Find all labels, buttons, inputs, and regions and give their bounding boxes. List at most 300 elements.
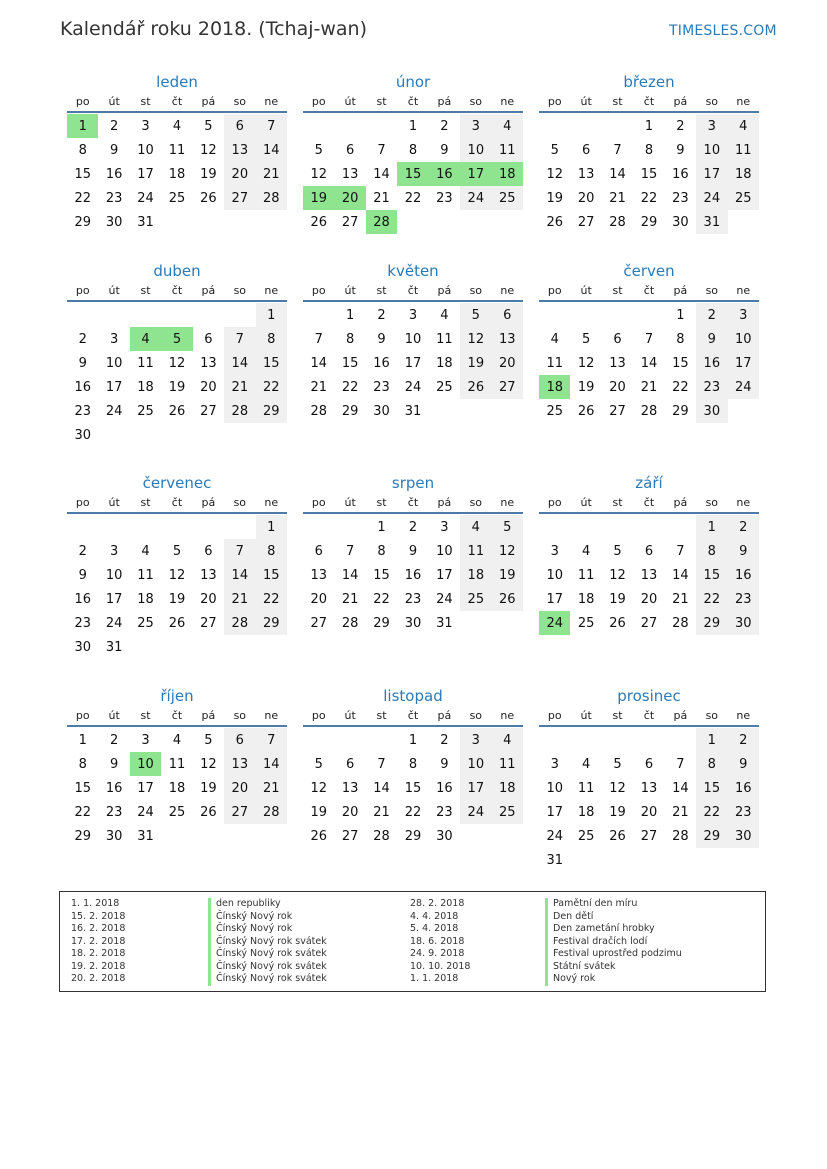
day-cell: 22 [256,587,287,611]
day-cell: 5 [314,756,323,772]
day-cell: 30 [74,427,91,443]
day-cell: 4 [172,118,182,134]
day-cell: 29 [341,403,359,419]
day-cell: 2 [696,303,727,327]
day-cell: 22 [341,379,359,395]
day-cell: 22 [696,587,727,611]
day-cell: 31 [696,210,727,234]
day-cell: 4 [440,307,449,323]
day-cell: 21 [373,804,390,820]
day-cell: 12 [609,780,626,796]
day-cell: 20 [609,379,626,395]
day-cell: 29 [256,611,287,635]
day-cell: 10 [436,543,453,559]
month-name: únor [395,73,431,91]
weekday-label: so [705,496,719,509]
day-cell: 8 [78,756,87,772]
weekday-label: so [233,95,247,108]
day-cell: 12 [577,355,595,371]
empty-cell [539,728,570,752]
day-cell: 17 [105,379,123,395]
day-cell: 12 [546,166,563,182]
day-cell: 5 [204,732,213,748]
weekday-label: so [705,284,719,297]
empty-cell [193,515,224,539]
day-cell: 29 [373,615,390,631]
day-cell: 11 [137,355,154,371]
day-cell: 31 [404,403,422,419]
day-cell: 2 [377,307,386,323]
month-name: duben [153,262,201,280]
empty-cell [633,515,664,539]
day-cell: 30 [672,214,689,230]
day-cell: 24 [105,615,123,631]
day-cell: 1 [256,303,287,327]
day-cell: 17 [137,780,154,796]
day-cell: 31 [137,828,154,844]
empty-cell [633,303,664,327]
month-leden [67,71,287,234]
day-cell: 12 [492,539,523,563]
weekday-header [539,494,759,514]
day-cell: 12 [310,780,327,796]
day-cell: 9 [78,567,87,583]
legend-holiday-name: Čínský Nový rok [208,923,327,936]
weekday-label: čt [407,496,419,509]
day-cell: 27 [492,375,523,399]
weekday-label: ne [264,284,279,297]
day-cell: 5 [204,118,213,134]
weekday-label: st [612,709,623,722]
day-cell: 10 [105,355,123,371]
day-cell: 26 [492,587,523,611]
weekday-label: st [612,284,623,297]
day-cell: 24 [546,828,563,844]
weekday-label: po [75,284,90,297]
day-cell: 13 [341,166,359,182]
empty-cell [67,303,98,327]
day-cell: 18 [577,591,595,607]
day-cell: 15 [256,351,287,375]
weekday-label: ne [264,95,279,108]
day-cell: 13 [640,567,658,583]
empty-cell [602,515,633,539]
day-cell: 7 [676,543,685,559]
day-cell: 25 [577,828,595,844]
day-cell: 12 [460,327,491,351]
day-cell: 7 [377,142,386,158]
weekday-label: po [311,496,326,509]
day-cell: 30 [105,214,123,230]
weekday-label: so [469,95,483,108]
legend-dates-col-1 [71,898,125,986]
legend-holiday-name: Festival uprostřed podzimu [545,948,682,961]
day-cell: 6 [345,756,355,772]
day-cell: 22 [640,190,658,206]
day-cell: 3 [408,307,418,323]
day-cell: 18 [728,162,759,186]
day-cell: 22 [74,190,91,206]
empty-cell [665,515,696,539]
day-cell: 18 [168,166,186,182]
weekday-label: ne [500,95,515,108]
day-cell: 4 [492,114,523,138]
weekday-label: út [344,709,356,722]
day-cell: 22 [672,379,689,395]
day-cell: 28 [672,828,689,844]
day-cell: 26 [168,615,186,631]
day-cell: 26 [200,190,217,206]
empty-cell [303,303,334,327]
legend-dates-col-2 [410,898,470,986]
weekday-label: st [140,496,151,509]
weekday-label: út [108,496,120,509]
empty-cell [303,114,334,138]
day-cell: 14 [640,355,658,371]
legend-holiday-name: Den dětí [545,911,682,924]
day-cell: 6 [644,543,654,559]
weekday-label: út [344,496,356,509]
weekday-header [303,282,523,302]
day-cell: 23 [74,615,91,631]
legend-date: 18. 6. 2018 [410,935,465,947]
empty-cell [602,728,633,752]
day-cell: 12 [609,567,626,583]
weekday-label: po [311,95,326,108]
day-cell: 26 [168,403,186,419]
weekday-label: so [233,284,247,297]
day-cell: 18 [168,780,186,796]
weekday-label: so [233,709,247,722]
day-cell: 14 [224,351,255,375]
day-cell: 8 [644,142,654,158]
weekday-label: ne [500,284,515,297]
empty-cell [334,114,365,138]
weekday-label: po [75,709,90,722]
day-cell: 24 [460,186,491,210]
day-cell: 4 [581,543,591,559]
day-cell: 29 [74,828,91,844]
legend-holiday-name: Den zametání hrobky [545,923,682,936]
day-cell: 19 [546,190,563,206]
day-cell: 7 [314,331,323,347]
day-cell: 8 [408,142,418,158]
day-cell: 21 [609,190,626,206]
weekday-header [539,282,759,302]
day-cell: 30 [728,611,759,635]
day-cell: 27 [310,615,327,631]
day-cell: 12 [200,756,217,772]
day-cell: 14 [373,780,390,796]
holiday-legend [59,891,766,992]
day-cell: 1 [345,307,355,323]
day-cell: 19 [200,166,217,182]
weekday-label: ne [736,95,751,108]
day-cell: 1 [377,519,386,535]
day-cell: 11 [168,756,186,772]
day-cell: 27 [200,403,217,419]
day-cell: 7 [644,331,654,347]
weekday-label: po [75,496,90,509]
day-cell: 13 [492,327,523,351]
weekday-header [539,93,759,113]
day-cell: 17 [404,355,422,371]
weekday-label: út [344,95,356,108]
month-červen [539,260,759,423]
day-cell: 25 [436,379,453,395]
day-cell: 28 [640,403,658,419]
weekday-label: čt [643,496,655,509]
day-cell: 13 [609,355,626,371]
legend-date: 28. 2. 2018 [410,898,465,909]
day-cell: 11 [492,138,523,162]
day-grid [303,303,523,423]
legend-holiday-name: den republiky [208,898,327,911]
day-cell: 31 [436,615,453,631]
day-cell: 26 [310,214,327,230]
day-cell: 15 [74,780,91,796]
day-cell: 18 [436,355,453,371]
day-cell: 8 [696,539,727,563]
day-cell: 8 [256,327,287,351]
weekday-label: po [547,95,562,108]
day-cell: 15 [256,563,287,587]
day-cell: 24 [137,804,154,820]
day-grid [303,515,523,635]
day-cell: 20 [492,351,523,375]
day-cell: 8 [676,331,685,347]
day-cell: 26 [200,804,217,820]
day-cell: 1 [644,118,654,134]
weekday-label: čt [407,95,419,108]
day-cell: 11 [577,567,595,583]
day-cell: 10 [105,567,123,583]
day-cell: 2 [676,118,685,134]
day-cell: 20 [341,804,359,820]
legend-date: 5. 4. 2018 [410,923,459,934]
day-grid [539,515,759,635]
day-cell: 14 [310,355,327,371]
empty-cell [98,303,129,327]
day-cell: 5 [581,331,591,347]
month-červenec [67,472,287,659]
holiday-day: 18 [492,162,523,186]
day-grid [303,114,523,234]
legend-holiday-name: Čínský Nový rok svátek [208,948,327,961]
day-cell: 12 [310,166,327,182]
month-říjen [67,685,287,848]
day-cell: 2 [78,331,87,347]
day-cell: 7 [613,142,622,158]
day-cell: 3 [460,114,491,138]
weekday-label: st [376,284,387,297]
day-cell: 25 [137,403,154,419]
day-cell: 17 [696,162,727,186]
weekday-label: čt [643,95,655,108]
day-cell: 2 [78,543,87,559]
day-cell: 5 [314,142,323,158]
day-cell: 10 [546,780,563,796]
weekday-label: st [140,95,151,108]
month-únor [303,71,523,234]
day-cell: 16 [672,166,689,182]
day-cell: 8 [408,756,418,772]
day-cell: 11 [546,355,563,371]
day-cell: 23 [696,375,727,399]
day-cell: 27 [224,800,255,824]
day-cell: 23 [404,591,422,607]
legend-holiday-name: Pamětní den míru [545,898,682,911]
day-cell: 30 [373,403,390,419]
day-cell: 9 [676,142,685,158]
weekday-label: pá [437,284,452,297]
day-grid [539,728,759,872]
day-cell: 23 [728,800,759,824]
day-cell: 2 [728,515,759,539]
day-cell: 23 [436,190,453,206]
day-cell: 3 [109,543,119,559]
day-cell: 30 [404,615,422,631]
day-cell: 30 [105,828,123,844]
day-cell: 23 [373,379,390,395]
weekday-header [303,707,523,727]
day-cell: 20 [224,776,255,800]
day-cell: 24 [137,190,154,206]
day-cell: 18 [137,591,154,607]
day-cell: 16 [404,567,422,583]
day-cell: 3 [460,728,491,752]
weekday-label: čt [407,709,419,722]
month-name: červenec [142,474,212,492]
day-cell: 20 [577,190,595,206]
weekday-header [67,93,287,113]
legend-date: 18. 2. 2018 [71,948,126,959]
day-cell: 27 [609,403,626,419]
holiday-day: 4 [130,327,161,351]
weekday-label: út [580,496,592,509]
weekday-header [303,494,523,514]
weekday-label: so [705,709,719,722]
day-grid [67,303,287,447]
day-cell: 4 [141,543,150,559]
day-cell: 6 [581,142,591,158]
weekday-label: pá [673,709,688,722]
day-cell: 24 [404,379,422,395]
empty-cell [366,114,397,138]
day-cell: 31 [137,214,154,230]
day-cell: 3 [141,732,150,748]
legend-names-col-1 [208,898,327,986]
weekday-label: út [580,95,592,108]
day-cell: 14 [672,567,689,583]
day-grid [67,114,287,234]
day-cell: 20 [200,379,217,395]
day-cell: 3 [109,331,119,347]
day-cell: 4 [172,732,182,748]
weekday-label: ne [736,709,751,722]
day-cell: 21 [672,591,689,607]
weekday-label: pá [437,709,452,722]
day-cell: 25 [137,615,154,631]
day-cell: 16 [105,780,123,796]
empty-cell [539,114,570,138]
weekday-label: st [376,95,387,108]
day-cell: 15 [74,166,91,182]
holiday-day: 20 [334,186,365,210]
day-cell: 8 [78,142,87,158]
day-cell: 15 [672,355,689,371]
day-cell: 9 [408,543,418,559]
day-cell: 6 [224,728,255,752]
day-cell: 7 [256,728,287,752]
empty-cell [334,515,365,539]
day-cell: 9 [78,355,87,371]
day-cell: 10 [404,331,422,347]
weekday-label: čt [171,284,183,297]
day-cell: 6 [314,543,323,559]
day-cell: 4 [581,756,591,772]
day-cell: 13 [577,166,595,182]
day-cell: 25 [460,587,491,611]
day-cell: 29 [696,824,727,848]
day-cell: 27 [224,186,255,210]
day-cell: 17 [546,804,563,820]
day-cell: 25 [546,403,563,419]
day-cell: 21 [373,190,390,206]
day-cell: 21 [224,587,255,611]
day-cell: 10 [460,752,491,776]
holiday-day: 17 [460,162,491,186]
day-cell: 9 [377,331,386,347]
month-name: červen [623,262,675,280]
weekday-label: po [75,95,90,108]
day-cell: 21 [224,375,255,399]
weekday-label: pá [201,709,216,722]
day-cell: 25 [168,804,186,820]
day-cell: 19 [310,804,327,820]
day-cell: 29 [696,611,727,635]
day-cell: 10 [137,142,154,158]
empty-cell [633,728,664,752]
day-cell: 12 [168,567,186,583]
day-cell: 21 [341,591,359,607]
empty-cell [539,515,570,539]
day-cell: 31 [546,852,563,868]
empty-cell [665,728,696,752]
day-cell: 6 [224,114,255,138]
day-cell: 24 [105,403,123,419]
day-cell: 8 [696,752,727,776]
day-cell: 18 [577,804,595,820]
day-cell: 22 [404,190,422,206]
day-cell: 14 [373,166,390,182]
month-prosinec [539,685,759,872]
day-cell: 9 [109,142,119,158]
day-cell: 26 [577,403,595,419]
weekday-label: po [547,709,562,722]
day-cell: 4 [550,331,559,347]
day-cell: 20 [310,591,327,607]
day-cell: 28 [256,186,287,210]
empty-cell [130,303,161,327]
holiday-day: 15 [397,162,428,186]
day-cell: 15 [696,563,727,587]
day-cell: 3 [550,543,559,559]
day-grid [303,728,523,848]
day-cell: 28 [224,611,255,635]
day-cell: 8 [256,539,287,563]
site-logo-text[interactable]: TIMESLES.COM [669,23,777,39]
